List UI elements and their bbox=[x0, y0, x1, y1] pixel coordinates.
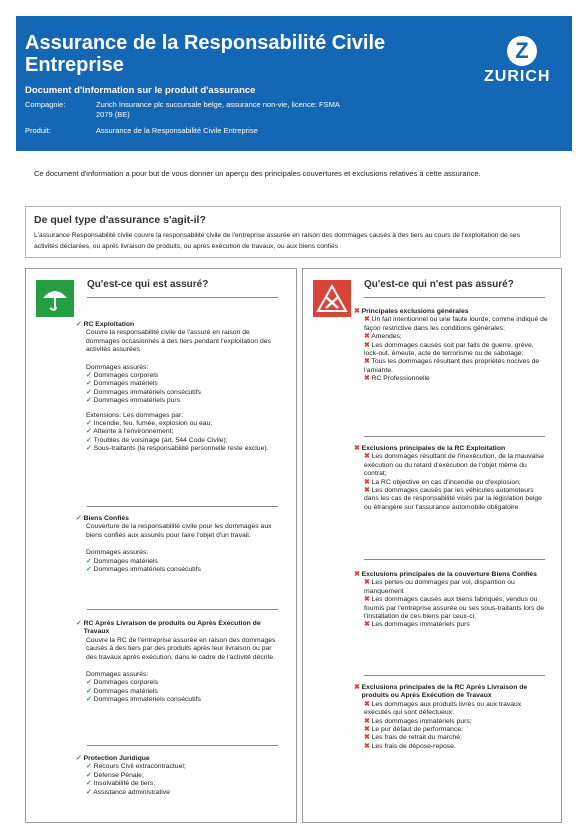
list-item: Troubles de voisinage (art. 544 Code Civile); bbox=[93, 436, 228, 444]
list-item: Les dommages causés soit par faits de guerre, grève, lock-out, émeute, acte de terrorisme ou de sabotage; bbox=[364, 341, 534, 358]
list-item: Dommages matériels bbox=[93, 687, 158, 695]
section-divider bbox=[87, 745, 278, 746]
biens-confies-section: ✓ Biens Confiés Couverture de la responsabilité civile pour les dommages aux biens confiés aux assurés pour faire l'objet d'un travail. Dommages assurés: ✓ Dommages matériels ✓ Dommages immatériels consécutifs bbox=[76, 515, 281, 574]
section-heading: RC Après Livraison de produits ou Après Exécution de Travaux bbox=[83, 620, 261, 636]
list-item: Dommages matériels bbox=[93, 557, 158, 565]
section-divider bbox=[364, 675, 545, 676]
list-item: Défense Pénale; bbox=[93, 771, 144, 779]
covered-title-divider bbox=[87, 297, 278, 298]
list-item: Les dommages causés aux biens fabriqués, vendus ou fournis par l'entreprise assurée ou ses sous-traitants lors de l'installation de ces biens par ceux-ci; bbox=[364, 596, 544, 621]
company-value: Zurich Insurance plc succursale belge, assurance non-vie, licence: FSMA 2079 (BE) bbox=[96, 100, 340, 119]
zurich-logo-icon: Z bbox=[507, 36, 537, 66]
section-divider bbox=[87, 609, 278, 610]
list-item: Dommages immatériels consécutifs bbox=[93, 388, 201, 396]
list-item: Dommages immatériels consécutifs bbox=[93, 696, 201, 704]
list-item: RC Professionnelle bbox=[371, 375, 430, 383]
insurance-type-box bbox=[25, 206, 561, 258]
list-item: Les dommages résultant de l'inexécution, de la mauvaise exécution ou du retard d'exécution de l'objet même du contrat; bbox=[364, 453, 545, 478]
list-item: Atteinte à l'environnement; bbox=[93, 428, 174, 436]
section-heading: Principales exclusions générales bbox=[361, 308, 469, 315]
list-item: La RC objective en cas d'incendie ou d'explosion; bbox=[371, 478, 521, 486]
umbrella-icon bbox=[36, 280, 74, 317]
not-covered-title-divider bbox=[364, 297, 545, 298]
covered-title: Qu'est-ce qui est assuré? bbox=[87, 279, 209, 290]
section-desc: Couverture de la responsabilité civile pour les dommages aux biens confiés aux assurés pour faire l'objet d'un travail. bbox=[86, 523, 272, 539]
document-title: Assurance de la Responsabilité Civile Entreprise bbox=[25, 32, 386, 76]
section-heading: Protection Juridique bbox=[83, 755, 150, 762]
document-subtitle: Document d'information sur le produit d'assurance bbox=[25, 85, 256, 96]
list-item: Assistance administrative bbox=[93, 788, 170, 796]
cross-icon bbox=[313, 280, 351, 317]
exclusions-rc-exploitation-section: ✖ Exclusions principales de la RC Exploitation ✖ Les dommages résultant de l'inexécution, de la mauvaise exécution ou du retard d'exécution de l'objet même du contrat; ✖ La RC objective en cas d'incendie ou d'explosion; ✖ Les dommages causés par les véhicules automoteurs dans les cas de responsabilité visés par la législation belge ou étrangère sur l'assurance automobile obligatoire bbox=[354, 445, 545, 511]
section-heading: Biens Confiés bbox=[83, 515, 129, 522]
list-item: Un fait intentionnel ou une faute lourde, comme indiqué de façon restrictive dans les conditions générales; bbox=[364, 316, 548, 332]
list-item: Dommages immatériels purs bbox=[93, 397, 181, 405]
list-item: Les frais de dépose-repose. bbox=[371, 742, 456, 750]
protection-juridique-section: ✓ Protection Juridique ✓ Recours Civil extracontractuel; ✓ Défense Pénale; ✓ Insolvabilité de tiers; ✓ Assistance administrative bbox=[76, 755, 186, 796]
product-label: Produit: bbox=[25, 126, 51, 135]
section-sub: Extensions: Les dommages par: bbox=[86, 411, 184, 419]
list-item: Dommages matériels bbox=[93, 380, 158, 388]
section-divider bbox=[364, 559, 545, 560]
not-covered-column bbox=[302, 268, 562, 823]
list-item: Les dommages aux produits livrés ou aux travaux exécutés qui sont défectueux; bbox=[364, 700, 522, 717]
list-item: Amendes; bbox=[371, 333, 402, 341]
section-divider bbox=[87, 506, 278, 507]
list-item: Insolvabilité de tiers; bbox=[93, 780, 156, 788]
list-item: Les pertes ou dommages par vol, disparition ou manquement bbox=[364, 579, 515, 595]
section-sub: Dommages assurés: bbox=[86, 363, 149, 371]
section-desc: Couvre la RC de l'entreprise assurée en raison des dommages causés à des tiers par des produits après leur livraison ou par des travaux après exécution, dans le cadre de l'activité décrite. bbox=[86, 636, 276, 661]
section-heading: Exclusions principales de la couverture Biens Confiés bbox=[361, 571, 537, 578]
list-item: Les dommages immatériels purs bbox=[371, 621, 470, 629]
list-item: Le pur défaut de performance; bbox=[371, 726, 464, 734]
section-divider bbox=[364, 436, 545, 437]
company-label: Compagnie: bbox=[25, 100, 66, 109]
insurance-type-title: De quel type d'assurance s'agit-il? bbox=[34, 214, 206, 226]
list-item: Dommages immatériels consécutifs bbox=[93, 566, 201, 574]
list-item: Dommages corporels bbox=[93, 372, 159, 380]
intro-text: Ce document d'information a pour but de vous donner un aperçu des principales couvertures et exclusions relatives à cette assurance. bbox=[34, 169, 481, 178]
list-item: Les dommages causés par les véhicules automoteurs dans les cas de responsabilité visés par la législation belge ou étrangère sur l'assurance automobile obligatoire bbox=[364, 487, 542, 511]
covered-column bbox=[25, 268, 297, 823]
zurich-logo-text: ZURICH bbox=[484, 68, 551, 85]
exclusions-biens-confies-section: ✖ Exclusions principales de la couverture Biens Confiés ✖ Les pertes ou dommages par vol, disparition ou manquement ✖ Les dommages causés aux biens fabriqués, vendus ou fournis par l'entreprise assurée ou ses sous-traitants lors de l'installation de ces biens par ceux-ci; ✖ Les dommages immatériels purs bbox=[354, 571, 544, 629]
list-item: Sous-traitants (la responsabilité personnelle reste exclue). bbox=[93, 445, 269, 453]
exclusions-rc-apres-livraison-section: ✖ Exclusions principales de la RC Après Livraison de produits ou Après Exécution de Travaux ✖ Les dommages aux produits livrés ou aux travaux exécutés qui sont défectueux; ✖ Les dommages immatériels purs; ✖ Le pur défaut de performance; ✖ Les frais de retrait du marché; ✖ Les frais de dépose-repose. bbox=[354, 684, 549, 751]
section-heading: Exclusions principales de la RC Après Livraison de produits ou Après Exécution de Travaux bbox=[361, 684, 528, 700]
section-sub: Dommages assurés: bbox=[86, 671, 149, 679]
rc-exploitation-section: ✓ RC Exploitation Couvre la responsabilité civile de l'assuré en raison de dommages occasionnés à des tiers pendant l'exploitation des activités assurées Dommages assurés: ✓ Dommages corporels ✓ Dommages matériels ✓ Dommages immatériels consécutifs ✓ Dommages immatériels purs Extensions: Les dommages par: ✓ Incendie, feu, fumée, explosion ou eau; ✓ Atteinte à l'environnement; ✓ Troubles de voisinage (art. 544 Code Civile); ✓ Sous-traitants (la responsabilité personnelle reste exclue). bbox=[76, 321, 281, 454]
section-sub: Dommages assurés: bbox=[86, 549, 149, 557]
list-item: Les dommages immatériels purs; bbox=[371, 717, 472, 725]
section-heading: Exclusions principales de la RC Exploitation bbox=[361, 445, 506, 452]
document-header bbox=[16, 16, 572, 151]
section-heading: RC Exploitation bbox=[83, 321, 135, 328]
insurance-type-text: L'assurance Responsabilité civile couvre la responsabilité civile de l'entreprise assurée en raison des dommages causés à des tiers au cours de l'exploitation de ses activités déclarées, ou après livraison de produits, ou après exécution de travaux, ou aux biens confiés bbox=[34, 232, 520, 250]
check-icon: ✓ bbox=[76, 321, 82, 328]
list-item: Les frais de retrait du marché; bbox=[371, 734, 462, 742]
exclusions-generales-section: ✖ Principales exclusions générales ✖ Un fait intentionnel ou une faute lourde, comme indiqué de façon restrictive dans les conditions générales; ✖ Amendes; ✖ Les dommages causés soit par faits de guerre, grève, lock-out, émeute, acte de terrorisme ou de sabotage; ✖ Tous les dommages résultant des propriétés nocives de l'amiante. ✖ RC Professionnelle bbox=[354, 308, 548, 383]
product-value: Assurance de la Responsabilité Civile Entreprise bbox=[96, 126, 258, 135]
list-item: Dommages corporels bbox=[93, 679, 159, 687]
section-desc: Couvre la responsabilité civile de l'assuré en raison de dommages occasionnés à des tiers pendant l'exploitation des activités assurées bbox=[86, 329, 271, 354]
list-item: Incendie, feu, fumée, explosion ou eau; bbox=[93, 420, 213, 428]
list-item: Recours Civil extracontractuel; bbox=[93, 763, 186, 771]
list-item: Tous les dommages résultant des propriétés nocives de l'amiante. bbox=[364, 358, 540, 374]
rc-apres-livraison-section: ✓ RC Après Livraison de produits ou Après Exécution de Travaux Couvre la RC de l'entreprise assurée en raison des dommages causés à des tiers par des produits après leur livraison ou par des travaux après exécution, dans le cadre de l'activité décrite. Dommages assurés: ✓ Dommages corporels ✓ Dommages matériels ✓ Dommages immatériels consécutifs bbox=[76, 620, 281, 705]
not-covered-title: Qu'est-ce qui n'est pas assuré? bbox=[364, 279, 514, 290]
